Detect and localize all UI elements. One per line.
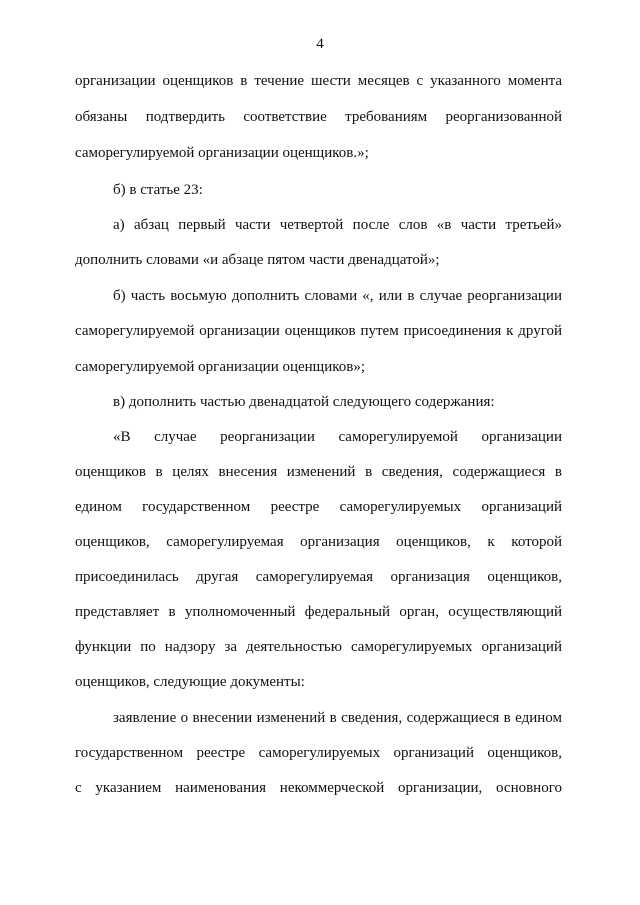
page-number: 4 xyxy=(316,36,324,52)
text-line: едином государственном реестре саморегулируемых организаций xyxy=(75,499,562,515)
text-line: функции по надзору за деятельностью саморегулируемых организаций xyxy=(75,639,562,655)
text-line: оценщиков, следующие документы: xyxy=(75,674,305,690)
text-line: присоединилась другая саморегулируемая организация оценщиков, xyxy=(75,569,562,585)
text-line: саморегулируемой организации оценщиков путем присоединения к другой xyxy=(75,323,562,339)
text-line: б) часть восьмую дополнить словами «, или в случае реорганизации xyxy=(113,288,562,304)
text-line: саморегулируемой организации оценщиков»; xyxy=(75,359,366,375)
text-line: организации оценщиков в течение шести месяцев с указанного момента xyxy=(75,73,562,89)
text-line: оценщиков, саморегулируемая организация оценщиков, к которой xyxy=(75,534,562,550)
text-line: с указанием наименования некоммерческой организации, основного xyxy=(75,780,562,796)
text-line: б) в статье 23: xyxy=(113,182,203,198)
text-line: обязаны подтвердить соответствие требованиям реорганизованной xyxy=(75,109,562,125)
text-line: заявление о внесении изменений в сведения, содержащиеся в едином xyxy=(113,710,562,726)
text-line: а) абзац первый части четвертой после слов «в части третьей» xyxy=(113,217,562,233)
text-line: государственном реестре саморегулируемых организаций оценщиков, xyxy=(75,745,562,761)
text-line: «В случае реорганизации саморегулируемой организации xyxy=(113,429,562,445)
text-line: оценщиков в целях внесения изменений в сведения, содержащиеся в xyxy=(75,464,562,480)
text-line: в) дополнить частью двенадцатой следующего содержания: xyxy=(113,394,495,410)
text-line: дополнить словами «и абзаце пятом части двенадцатой»; xyxy=(75,252,440,268)
text-line: саморегулируемой организации оценщиков.»; xyxy=(75,145,369,161)
text-line: представляет в уполномоченный федеральный орган, осуществляющий xyxy=(75,604,562,620)
